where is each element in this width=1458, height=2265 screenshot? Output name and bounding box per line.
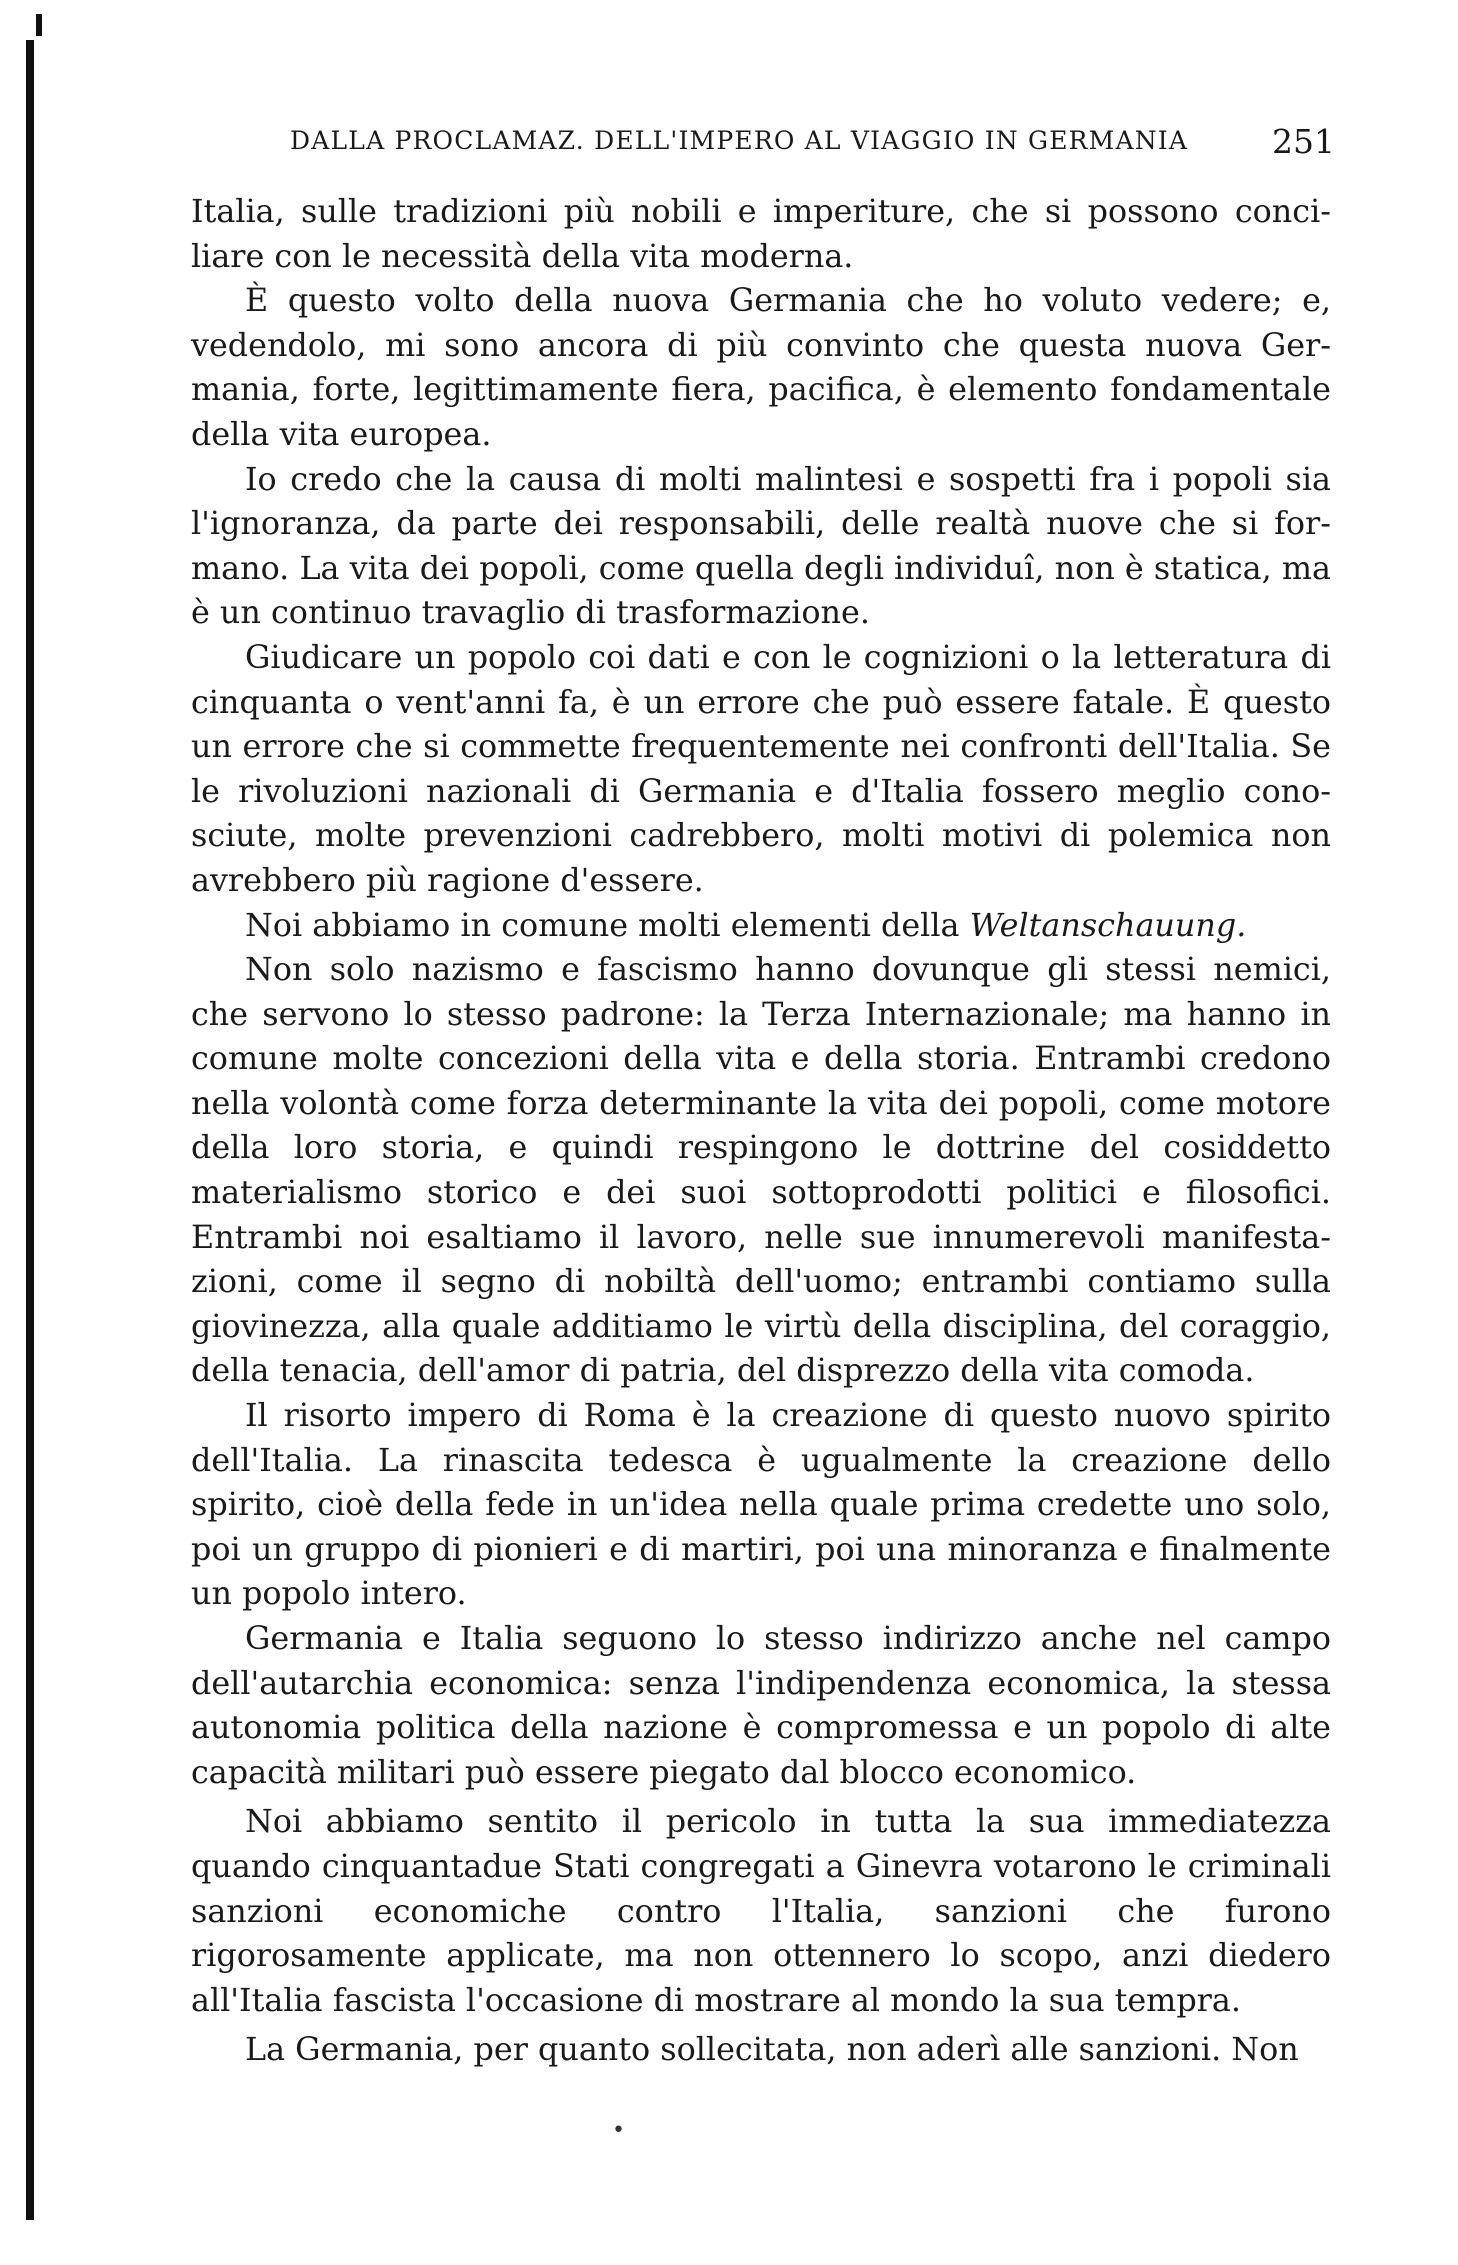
paragraph-3: Io credo che la causa di molti malintesi e sospetti fra i popoli sia l'ignoranza, da parte dei responsabili, delle realtà nuove che si formano. La vita dei popoli, come quella degli individuî, non è statica, ma è un continuo travaglio di trasformazione. [191, 460, 1331, 632]
paragraph-6: Non solo nazismo e fascismo hanno dovunque gli stessi nemici, che servono lo stesso padrone: la Terza Internazionale; ma hanno in comune molte concezioni della vita e della storia. Entrambi credono nella volontà come forza determinante la vita dei popoli, come motore della loro storia, e quindi respingono le dottrine del cosiddetto materialismo storico e dei suoi sottoprodotti politici e filosofici. Entrambi noi esaltiamo il lavoro, nelle sue innumerevoli manifestazioni, come il segno di nobiltà dell'uomo; entrambi contiamo sulla giovinezza, alla quale additiamo le virtù della disciplina, del coraggio, della tenacia, dell'amor di patria, del disprezzo della vita comoda. [191, 951, 1331, 1390]
paragraph-9: Noi abbiamo sentito il pericolo in tutta la sua immediatezza quando cinquantadue Stati congregati a Ginevra votarono le criminali sanzioni economiche contro l'Italia, sanzioni che furono rigorosamente applicate, ma non ottennero lo scopo, anzi diedero all'Italia fascista l'occasione di mostrare al mondo la sua tempra. [191, 1803, 1331, 2019]
paragraph-1: Italia, sulle tradizioni più nobili e imperiture, che si possono conciliare con le necessità della vita moderna. [191, 193, 1331, 275]
paragraph-2: È questo volto della nuova Germania che ho voluto vedere; e, vedendolo, mi sono ancora di più convinto che questa nuova Germania, forte, legittimamente fiera, pacifica, è elemento fondamentale della vita europea. [191, 282, 1331, 453]
ink-speck-bottom: • [612, 2118, 625, 2143]
page-binding-edge [26, 40, 34, 2220]
paragraph-8: Germania e Italia seguono lo stesso indirizzo anche nel campo dell'autarchia economica: senza l'indipendenza economica, la stessa autonomia politica della nazione è compromessa e un popolo di alte capacità militari può essere piegato dal blocco economico. [191, 1620, 1331, 1791]
paragraph-7: Il risorto impero di Roma è la creazione di questo nuovo spirito dell'Italia. La rinascita tedesca è ugualmente la creazione dello spirito, cioè della fede in un'idea nella quale prima credette uno solo, poi un gruppo di pionieri e di martiri, poi una minoranza e finalmente un popolo intero. [191, 1397, 1331, 1613]
running-title: DALLA PROCLAMAZ. DELL'IMPERO AL VIAGGIO IN GERMANIA [290, 126, 1189, 155]
page-binding-speck [36, 14, 42, 36]
page-number: 251 [1272, 122, 1335, 161]
paragraph-5 [191, 904, 1331, 949]
paragraph-4: Giudicare un popolo coi dati e con le cognizioni o la letteratura di cinquanta o vent'anni fa, è un errore che può essere fatale. È questo un errore che si commette frequentemente nei confronti dell'Italia. Se le rivoluzioni nazionali di Germania e d'Italia fossero meglio conosciute, molte prevenzioni cadrebbero, molti motivi di polemica non avrebbero più ragione d'essere. [191, 638, 1331, 899]
running-header [290, 122, 1335, 166]
paragraph-10: La Germania, per quanto sollecitata, non aderì alle sanzioni. Non [245, 2031, 1299, 2069]
paragraph-5-italic-term: Weltanschauung. [969, 906, 1247, 944]
paragraph-5-text: Noi abbiamo in comune molti elementi della [245, 906, 970, 944]
body-text [191, 190, 1331, 2073]
